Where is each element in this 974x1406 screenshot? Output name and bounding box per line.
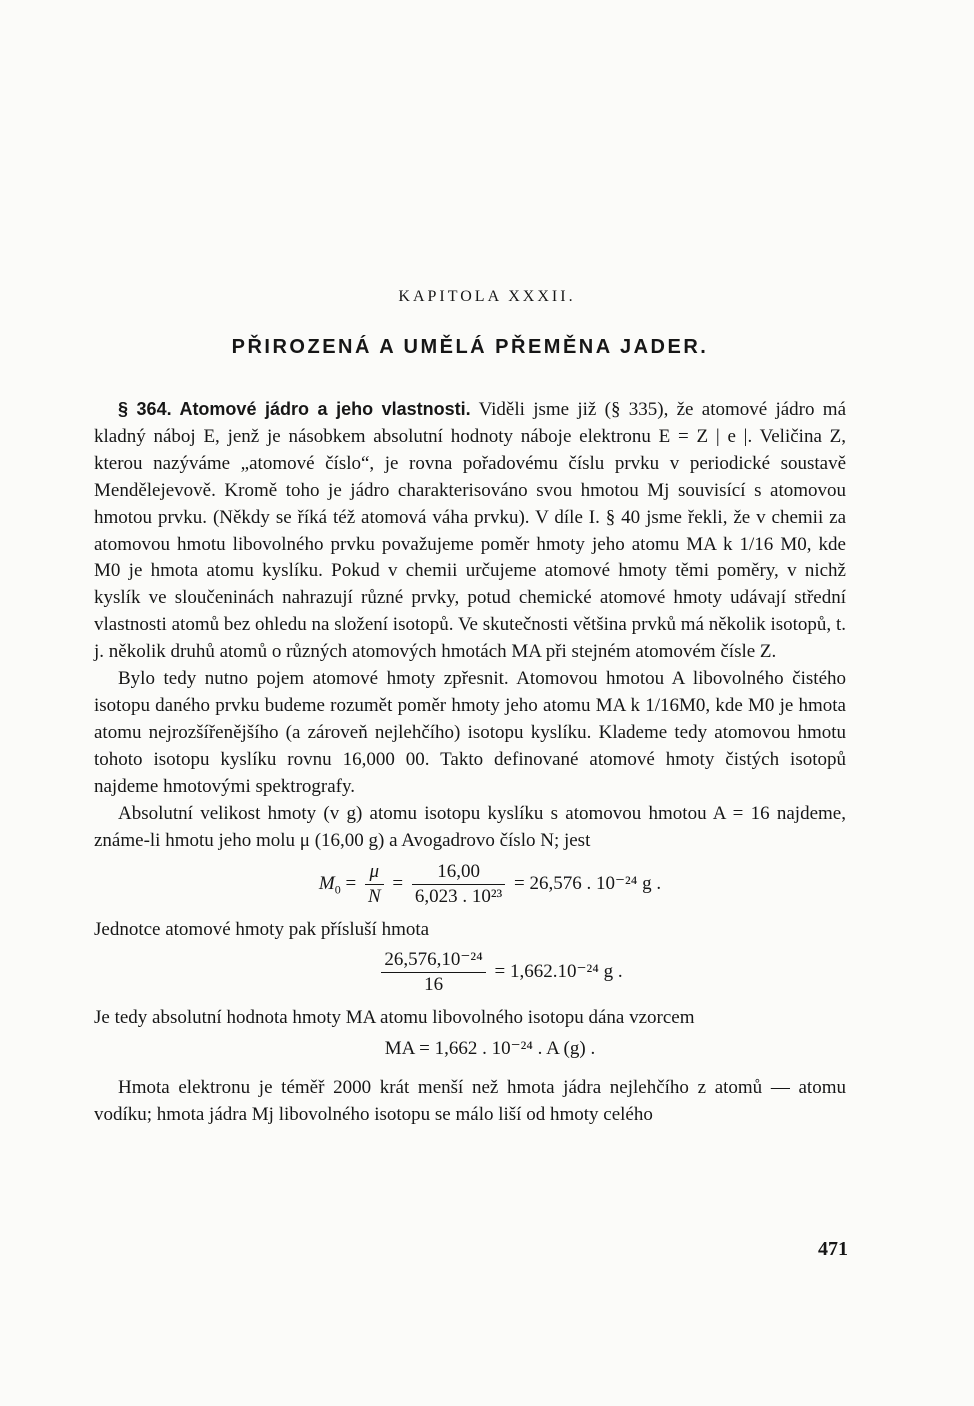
paragraph-1 (94, 396, 846, 666)
section-heading: § 364. Atomové jádro a jeho vlastnosti. (118, 399, 471, 419)
body-text (94, 396, 846, 1129)
chapter-label: KAPITOLA XXXII. (398, 288, 576, 305)
fraction-numeric (412, 860, 505, 909)
fraction-unit-mass (381, 948, 485, 997)
f2-numerator: 26,576,10⁻²⁴ (381, 948, 485, 973)
f1-numerator: 16,00 (412, 860, 505, 885)
fraction-mu-n: $\frac{\mu}{N}$ (365, 860, 384, 909)
paragraph-5: Je tedy absolutní hodnota hmoty MA atomu libovolného isotopu dána vzorcem (94, 1007, 695, 1029)
paragraph-1-text: Viděli jsme již (§ 335), že atomové jádro má kladný náboj E, jenž je násobkem absolutní hodnoty náboje elektronu E = Z | e |. Veličina Z, kterou nazýváme „atomové číslo“, je rovna pořadovému číslu prvku v periodické soustavě Mendělejevově. Kromě toho je jádro charakterisováno svou hmotou Mj souvisící s atomovou hmotou prvku. (Někdy se říká též atomová váha prvku). V díle I. § 40 jsme řekli, že v chemii za atomovou hmotu libovolného prvku považujeme poměr hmoty jeho atomu MA k 1/16 M0, kde M0 je hmota atomu kyslíku. Pokud v chemii určujeme atomové hmoty těmi poměry, v nichž kyslík ve sloučeninách nahrazují různé prvky, potud chemické atomové hmoty udávají střední vlastnosti atomů bez ohledu na složení isotopů. Ve skutečnosti většina prvků má několik isotopů, t. j. několik druhů atomů o různých atomových hmotách MA při stejném atomovém čísle Z. (94, 399, 846, 663)
paragraph-6: Hmota elektronu je téměř 2000 krát menší než hmota jádra nejlehčího z atomů — atomu vodíku; hmota jádra Mj libovolného isotopu se málo liší od hmoty celého (94, 1077, 846, 1126)
f1-denominator: 6,023 . 10²³ (414, 886, 503, 908)
f2-denominator: 16 (424, 974, 444, 996)
formula-unit-mass (94, 948, 846, 997)
page-number: 471 (818, 1238, 848, 1260)
paragraph-4: Jednotce atomové hmoty pak přísluší hmota (94, 919, 430, 941)
paragraph-2: Bylo tedy nutno pojem atomové hmoty zpřesnit. Atomovou hmotou A libovolného čistého isotopu daného prvku budeme rozumět poměr hmoty jeho atomu MA k 1/16M0, kde M0 je hmota atomu nejrozšířenějšího (a zároveň nejlehčího) isotopu kyslíku. Klademe tedy atomovou hmotu tohoto isotopu kyslíku rovnu 16,000 00. Takto definované atomové hmoty čistých isotopů najdeme hmotovými spektrografy. (94, 668, 846, 797)
chapter-title: PŘIROZENÁ A UMĚLÁ PŘEMĚNA JADER. (231, 336, 709, 358)
formula-oxygen-mass: $M_0$ = $\frac{\mu}{N}$ = $\frac{16,00}{\text{6,023 . 10²³}}$ = 26,576 . 10⁻²⁴ g . (318, 861, 662, 908)
f1-result: = 26,576 . 10⁻²⁴ g . (514, 873, 662, 895)
paragraph-3: Absolutní velikost hmoty (v g) atomu isotopu kyslíku s atomovou hmotou A = 16 najdeme, známe-li hmotu jeho molu μ (16,00 g) a Avogadrovo číslo N; jest (94, 802, 846, 851)
f2-result: = 1,662.10⁻²⁴ g . (494, 961, 623, 983)
formula-absolute-mass: MA = 1,662 . 10⁻²⁴ . A (g) . (384, 1038, 596, 1060)
